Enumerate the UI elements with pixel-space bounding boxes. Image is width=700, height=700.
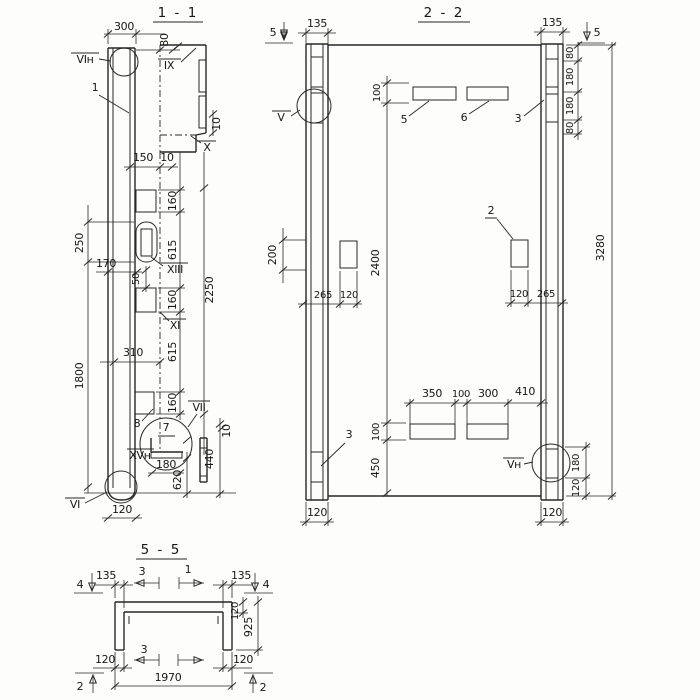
channel-outline (115, 602, 232, 650)
part-label-7: 7 (162, 421, 170, 434)
rebar-label-3-top: 3 (138, 565, 146, 578)
part-label-8: 8 (133, 417, 141, 430)
dim-2400: 2400 (369, 249, 382, 277)
dim-300: 300 (477, 387, 499, 400)
dim-180-c: 180 (571, 453, 582, 473)
dim-620: 620 (171, 469, 184, 491)
dim-120-left: 120 (339, 290, 359, 301)
dim-350: 350 (421, 387, 443, 400)
dim-265-left: 265 (313, 290, 333, 301)
part-label-6: 6 (460, 111, 468, 124)
dim-1970: 1970 (154, 671, 182, 684)
dim-135-left: 135 (306, 17, 328, 30)
dim-3280: 3280 (594, 234, 607, 262)
part-label-3-top: 3 (514, 112, 522, 125)
marker-vn: Vн (506, 458, 522, 471)
dim-200: 200 (266, 244, 279, 266)
dim-300: 300 (113, 20, 135, 33)
key-mid-right (511, 240, 528, 267)
dim-925: 925 (242, 616, 255, 638)
section-1-1 (65, 5, 236, 522)
dim-615-1: 615 (166, 239, 179, 261)
rebar-label-3-bottom: 3 (140, 643, 148, 656)
rebar-label-1: 1 (184, 563, 192, 576)
dim-120-top: 120 (230, 601, 241, 621)
part-label-2: 2 (487, 204, 495, 217)
right-column (541, 44, 563, 500)
dim-450: 450 (369, 457, 382, 479)
dim-120-bottom-right: 120 (232, 653, 254, 666)
dim-615-2: 615 (166, 341, 179, 363)
marker-vii: VII (192, 401, 206, 414)
marker-v: V (277, 111, 285, 124)
dim-100-bottom: 100 (371, 422, 382, 442)
section-2-2 (265, 5, 616, 526)
dim-120-bottom-left: 120 (94, 653, 116, 666)
dim-100-top: 100 (372, 83, 383, 103)
detail-circle-vi (105, 471, 137, 503)
marker-xv-n: XVн (129, 449, 151, 462)
section-2-2-title: 2 - 2 (423, 5, 465, 21)
cut-5-right: 5 (593, 26, 601, 39)
dim-180-a: 180 (565, 67, 576, 87)
dim-120-bottom-right: 120 (541, 506, 563, 519)
cut-2-left: 2 (76, 680, 84, 693)
cut-4-left: 4 (76, 578, 84, 591)
dim-10-mid: 10 (160, 151, 174, 164)
detail-circle-vin (110, 48, 138, 76)
rebar-zone-bottom-1 (410, 424, 455, 439)
rebar-zone-5 (413, 87, 456, 100)
dim-80-a: 80 (565, 46, 576, 60)
part-label-3-bottom: 3 (345, 428, 353, 441)
detail-circle-v (297, 89, 331, 123)
cut-4-right: 4 (262, 578, 270, 591)
dim-10-top: 10 (210, 117, 223, 131)
marker-vi: VI (69, 498, 81, 511)
section-5-5 (74, 542, 273, 694)
dim-160-1: 160 (166, 190, 179, 212)
dim-1800: 1800 (73, 362, 86, 390)
dim-170: 170 (95, 257, 117, 270)
dim-80: 80 (158, 33, 171, 47)
dim-120-c: 120 (571, 478, 582, 498)
marker-vi-n: VIн (76, 53, 94, 66)
dim-160-2: 160 (166, 289, 179, 311)
marker-xi: XI (169, 319, 181, 332)
dim-10-bottom: 10 (220, 424, 233, 438)
dim-120: 120 (111, 503, 133, 516)
key-mid-left (340, 241, 357, 268)
detail-circle-vn (532, 444, 570, 482)
dim-100-mid: 100 (451, 389, 471, 400)
dim-160-3: 160 (166, 392, 179, 414)
cut-2-right: 2 (259, 681, 267, 694)
dim-135-right: 135 (230, 569, 252, 582)
dim-265-right: 265 (536, 289, 556, 300)
dim-135-right: 135 (541, 16, 563, 29)
marker-xiii: XIII (166, 263, 184, 276)
rebar-zone-bottom-2 (467, 424, 508, 439)
dim-120-right: 120 (509, 289, 529, 300)
dim-410: 410 (514, 385, 536, 398)
marker-x: X (203, 141, 211, 154)
dim-180-b: 180 (565, 96, 576, 116)
dim-310: 310 (122, 346, 144, 359)
dim-2250: 2250 (203, 276, 216, 304)
dim-440: 440 (203, 448, 216, 470)
section-5-5-title: 5 - 5 (140, 542, 182, 558)
dim-50: 50 (131, 272, 142, 286)
dim-250: 250 (73, 232, 86, 254)
dim-80-b: 80 (565, 121, 576, 135)
section-1-1-title: 1 - 1 (157, 5, 199, 21)
part-label-1: 1 (91, 81, 99, 94)
dim-120-bottom-left: 120 (306, 506, 328, 519)
rebar-zone-6 (467, 87, 508, 100)
cut-5-left: 5 (269, 26, 277, 39)
left-column (306, 44, 328, 500)
dim-180: 180 (155, 458, 177, 471)
dim-135-left: 135 (95, 569, 117, 582)
marker-ix: IX (163, 59, 175, 72)
dim-150: 150 (132, 151, 154, 164)
part-label-5: 5 (400, 113, 408, 126)
shear-keys (135, 190, 157, 414)
